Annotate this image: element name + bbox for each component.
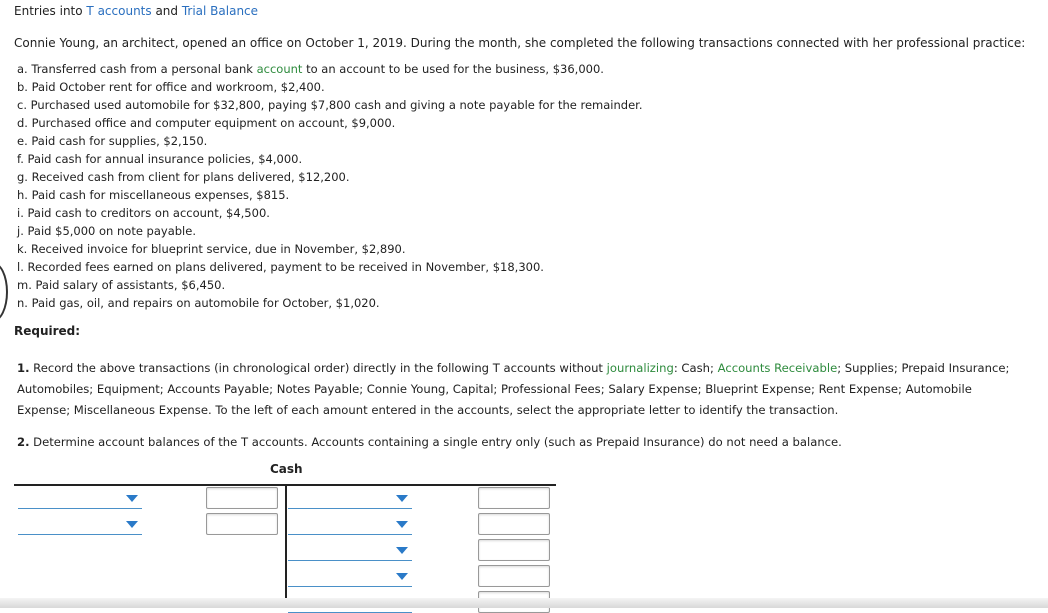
- transaction-text: to an account to be used for the business, $36,000.: [302, 62, 604, 76]
- debit-amount-input[interactable]: [206, 487, 278, 509]
- transaction-item-d: d. Purchased office and computer equipment on account, $9,000.: [17, 116, 396, 130]
- chevron-down-icon: [396, 547, 408, 554]
- trial-balance-link[interactable]: Trial Balance: [181, 4, 259, 18]
- chevron-down-icon: [396, 573, 408, 580]
- chevron-down-icon: [126, 521, 138, 528]
- transaction-item-h: h. Paid cash for miscellaneous expenses, $815.: [17, 188, 290, 202]
- transaction-item-l: l. Recorded fees earned on plans delivered, payment to be received in November, $18,300.: [17, 260, 544, 274]
- instruction-text: Determine account balances of the T accounts. Accounts containing a single entry only (such as Prepaid Insurance) do not need a balance.: [29, 435, 842, 449]
- instruction-text: : Cash;: [673, 361, 718, 375]
- transaction-item-k: k. Received invoice for blueprint service, due in November, $2,890.: [17, 242, 406, 256]
- transaction-item-f: f. Paid cash for annual insurance policies, $4,000.: [17, 152, 303, 166]
- transaction-item-m: m. Paid salary of assistants, $6,450.: [17, 278, 226, 292]
- accounts-receivable-link[interactable]: Accounts Receivable: [717, 361, 838, 375]
- t-account-divider: [285, 485, 287, 605]
- scroll-shadow: [0, 598, 1048, 608]
- heading-prefix: Entries into: [14, 4, 87, 18]
- required-label: Required:: [14, 324, 81, 338]
- transaction-item-b: b. Paid October rent for office and workroom, $2,400.: [17, 80, 325, 94]
- transaction-item-c: c. Purchased used automobile for $32,800, paying $7,800 cash and giving a note payable for the remainder.: [17, 98, 643, 112]
- credit-amount-input[interactable]: [478, 513, 550, 535]
- debit-letter-select[interactable]: [18, 486, 142, 509]
- credit-letter-select[interactable]: [288, 564, 412, 587]
- transaction-item-i: i. Paid cash to creditors on account, $4,500.: [17, 206, 270, 220]
- credit-amount-input[interactable]: [478, 539, 550, 561]
- chevron-down-icon: [396, 521, 408, 528]
- transaction-list: [17, 60, 643, 312]
- journalizing-link[interactable]: journalizing: [606, 361, 674, 375]
- credit-amount-input[interactable]: [478, 487, 550, 509]
- debit-letter-select[interactable]: [18, 512, 142, 535]
- credit-letter-select[interactable]: [288, 512, 412, 535]
- transaction-text: a. Transferred cash from a personal bank: [17, 62, 257, 76]
- credit-amount-input[interactable]: [478, 565, 550, 587]
- transaction-item-g: g. Received cash from client for plans delivered, $12,200.: [17, 170, 350, 184]
- chevron-down-icon: [126, 495, 138, 502]
- instruction-text: Record the above transactions (in chronological order) directly in the following T accounts without: [29, 361, 607, 375]
- t-account-title: Cash: [270, 462, 303, 476]
- transaction-item-a: [17, 60, 643, 78]
- instruction-1: [17, 358, 1027, 421]
- credit-letter-select[interactable]: [288, 486, 412, 509]
- page-edge-curve: [0, 262, 8, 322]
- instruction-text: ; Supplies; Prepaid Insurance; Automobiles; Equipment; Accounts Payable; Notes Payable; Connie Young, Capital; Professional Fees; Salary Expense; Blueprint Expense; Rent Expense; Automobile Expense; Miscellaneous Expense. To the left of each amount entered in the accounts, select the appropriate letter to identify the transaction.: [17, 361, 1010, 417]
- instruction-number: 1.: [17, 361, 30, 375]
- chevron-down-icon: [396, 495, 408, 502]
- account-link[interactable]: account: [256, 62, 303, 76]
- heading-middle: and: [151, 4, 182, 18]
- instruction-number: 2.: [17, 435, 30, 449]
- problem-intro: Connie Young, an architect, opened an office on October 1, 2019. During the month, she completed the following transactions connected with her professional practice:: [14, 36, 1026, 50]
- page-heading: [14, 4, 258, 18]
- debit-amount-input[interactable]: [206, 513, 278, 535]
- transaction-item-n: n. Paid gas, oil, and repairs on automobile for October, $1,020.: [17, 296, 380, 310]
- instruction-2: [17, 432, 1027, 453]
- credit-letter-select[interactable]: [288, 538, 412, 561]
- transaction-item-j: j. Paid $5,000 on note payable.: [17, 224, 196, 238]
- t-accounts-link[interactable]: T accounts: [86, 4, 152, 18]
- transaction-item-e: e. Paid cash for supplies, $2,150.: [17, 134, 208, 148]
